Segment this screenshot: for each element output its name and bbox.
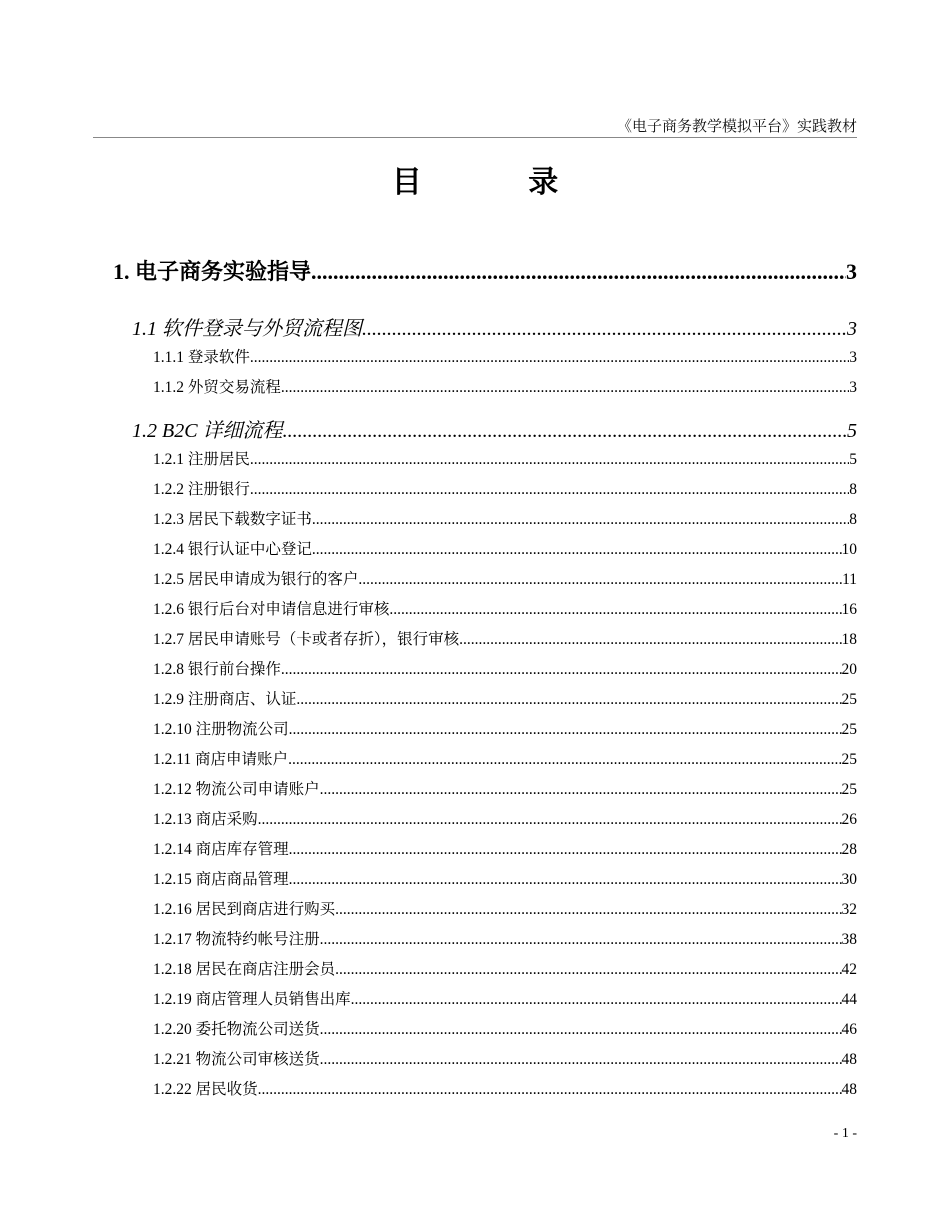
toc-leader-dots [335, 900, 841, 920]
toc-leader-dots [351, 990, 842, 1010]
toc-entry-page: 3 [849, 349, 857, 366]
toc-leader-dots [296, 690, 841, 710]
toc-leader-dots [358, 570, 842, 590]
header-divider [93, 137, 857, 138]
toc-entry-page: 8 [849, 511, 857, 528]
toc-entry-page: 32 [841, 901, 857, 918]
header-title: 《电子商务教学模拟平台》实践教材 [616, 117, 857, 135]
toc-entry-label: 1.2.10 注册物流公司 [153, 721, 289, 738]
toc-leader-dots [312, 510, 849, 530]
toc-leader-dots [312, 540, 842, 560]
toc-leader-dots [289, 870, 842, 890]
toc-entry-page: 48 [841, 1081, 857, 1098]
toc-entry-label: 1.2.21 物流公司审核送货 [153, 1051, 320, 1068]
toc-entry-page: 30 [841, 871, 857, 888]
toc-entry-label: 1.1.1 登录软件 [153, 349, 250, 366]
toc-entry-level-3[interactable] [153, 378, 857, 398]
toc-entry-level-3[interactable] [153, 348, 857, 368]
toc-entry-label: 1.2.3 居民下载数字证书 [153, 511, 312, 528]
toc-entry-level-3[interactable] [153, 900, 857, 920]
toc-entry-level-3[interactable] [153, 630, 857, 650]
toc-entry-label: 1.1 软件登录与外贸流程图 [132, 318, 362, 340]
toc-entry-page: 38 [841, 931, 857, 948]
toc-entry-label: 1.2.15 商店商品管理 [153, 871, 289, 888]
toc-entry-level-3[interactable] [153, 450, 857, 470]
toc-leader-dots [288, 750, 841, 770]
toc-leader-dots [281, 660, 842, 680]
toc-entry-label: 1.2.8 银行前台操作 [153, 661, 281, 678]
toc-entry-page: 3 [846, 259, 857, 284]
toc-entry-label: 1.2.14 商店库存管理 [153, 841, 289, 858]
toc-entry-label: 1.2.1 注册居民 [153, 451, 250, 468]
toc-entry-label: 1.2.11 商店申请账户 [153, 751, 289, 768]
toc-entry-label: 1.2.9 注册商店、认证 [153, 691, 297, 708]
toc-entry-level-3[interactable] [153, 1050, 857, 1070]
toc-leader-dots [320, 930, 842, 950]
toc-entry-page: 8 [849, 481, 857, 498]
toc-entry-level-3[interactable] [153, 750, 857, 770]
toc-entry-level-3[interactable] [153, 1080, 857, 1100]
toc-entry-page: 44 [841, 991, 857, 1008]
toc-leader-dots [311, 258, 846, 286]
toc-leader-dots [320, 780, 842, 800]
toc-entry-label: 1.2.22 居民收货 [153, 1081, 258, 1098]
toc-entry-label: 1.2.17 物流特约帐号注册 [153, 931, 320, 948]
toc-entry-level-2[interactable] [132, 418, 857, 444]
toc-entry-level-3[interactable] [153, 990, 857, 1010]
toc-entry-page: 18 [841, 631, 857, 648]
toc-entry-page: 3 [849, 379, 857, 396]
toc-entry-page: 48 [841, 1051, 857, 1068]
toc-entry-level-3[interactable] [153, 870, 857, 890]
toc-leader-dots [281, 378, 849, 398]
toc-entry-label: 1.2.4 银行认证中心登记 [153, 541, 312, 558]
toc-entry-level-3[interactable] [153, 960, 857, 980]
toc-entry-page: 10 [841, 541, 857, 558]
toc-entry-page: 25 [841, 721, 857, 738]
toc-entry-level-3[interactable] [153, 480, 857, 500]
toc-entry-label: 1.2.2 注册银行 [153, 481, 250, 498]
toc-entry-page: 11 [842, 571, 857, 588]
toc-entry-level-3[interactable] [153, 810, 857, 830]
page-number: - 1 - [833, 1126, 857, 1141]
toc-leader-dots [389, 600, 841, 620]
toc-entry-level-1[interactable] [113, 258, 857, 286]
toc-leader-dots [258, 1080, 842, 1100]
toc-entry-page: 42 [841, 961, 857, 978]
toc-entry-page: 3 [847, 318, 857, 340]
toc-leader-dots [320, 1020, 842, 1040]
toc-entry-page: 5 [847, 420, 857, 442]
toc-entry-page: 28 [841, 841, 857, 858]
toc-leader-dots [289, 840, 842, 860]
toc-leader-dots [250, 450, 849, 470]
toc-entry-label: 1.1.2 外贸交易流程 [153, 379, 281, 396]
toc-entry-page: 46 [841, 1021, 857, 1038]
toc-entry-label: 1. 电子商务实验指导 [113, 259, 312, 284]
toc-entry-label: 1.2.16 居民到商店进行购买 [153, 901, 336, 918]
toc-entry-level-2[interactable] [132, 316, 857, 342]
toc-leader-dots [250, 480, 849, 500]
toc-entry-level-3[interactable] [153, 510, 857, 530]
toc-entry-label: 1.2.20 委托物流公司送货 [153, 1021, 320, 1038]
toc-entry-label: 1.2.12 物流公司申请账户 [153, 781, 320, 798]
toc-entry-level-3[interactable] [153, 600, 857, 620]
toc-entry-level-3[interactable] [153, 660, 857, 680]
toc-entry-label: 1.2.5 居民申请成为银行的客户 [153, 571, 359, 588]
toc-leader-dots [362, 316, 847, 342]
toc-leader-dots [320, 1050, 842, 1070]
toc-entry-page: 16 [841, 601, 857, 618]
toc-leader-dots [335, 960, 841, 980]
toc-entry-level-3[interactable] [153, 540, 857, 560]
toc-leader-dots [459, 630, 841, 650]
toc-entry-label: 1.2.7 居民申请账号（卡或者存折），银行审核 [153, 631, 460, 648]
toc-entry-level-3[interactable] [153, 840, 857, 860]
toc-entry-level-3[interactable] [153, 720, 857, 740]
toc-entry-level-3[interactable] [153, 690, 857, 710]
toc-entry-page: 5 [849, 451, 857, 468]
toc-entry-page: 25 [841, 691, 857, 708]
toc-entry-page: 25 [841, 781, 857, 798]
toc-entry-label: 1.2.18 居民在商店注册会员 [153, 961, 336, 978]
toc-entry-label: 1.2.6 银行后台对申请信息进行审核 [153, 601, 390, 618]
toc-entry-page: 26 [841, 811, 857, 828]
toc-entry-level-3[interactable] [153, 1020, 857, 1040]
toc-entry-level-3[interactable] [153, 780, 857, 800]
toc-leader-dots [258, 810, 842, 830]
toc-entry-label: 1.2.13 商店采购 [153, 811, 258, 828]
toc-entry-label: 1.2 B2C 详细流程 [132, 420, 283, 442]
toc-entry-level-3[interactable] [153, 570, 857, 590]
toc-entry-page: 25 [841, 751, 857, 768]
toc-leader-dots [289, 720, 842, 740]
toc-entry-level-3[interactable] [153, 930, 857, 950]
toc-leader-dots [250, 348, 849, 368]
page-title: 目 录 [391, 165, 607, 200]
toc-leader-dots [283, 418, 847, 444]
toc-entry-label: 1.2.19 商店管理人员销售出库 [153, 991, 351, 1008]
toc-entry-page: 20 [841, 661, 857, 678]
